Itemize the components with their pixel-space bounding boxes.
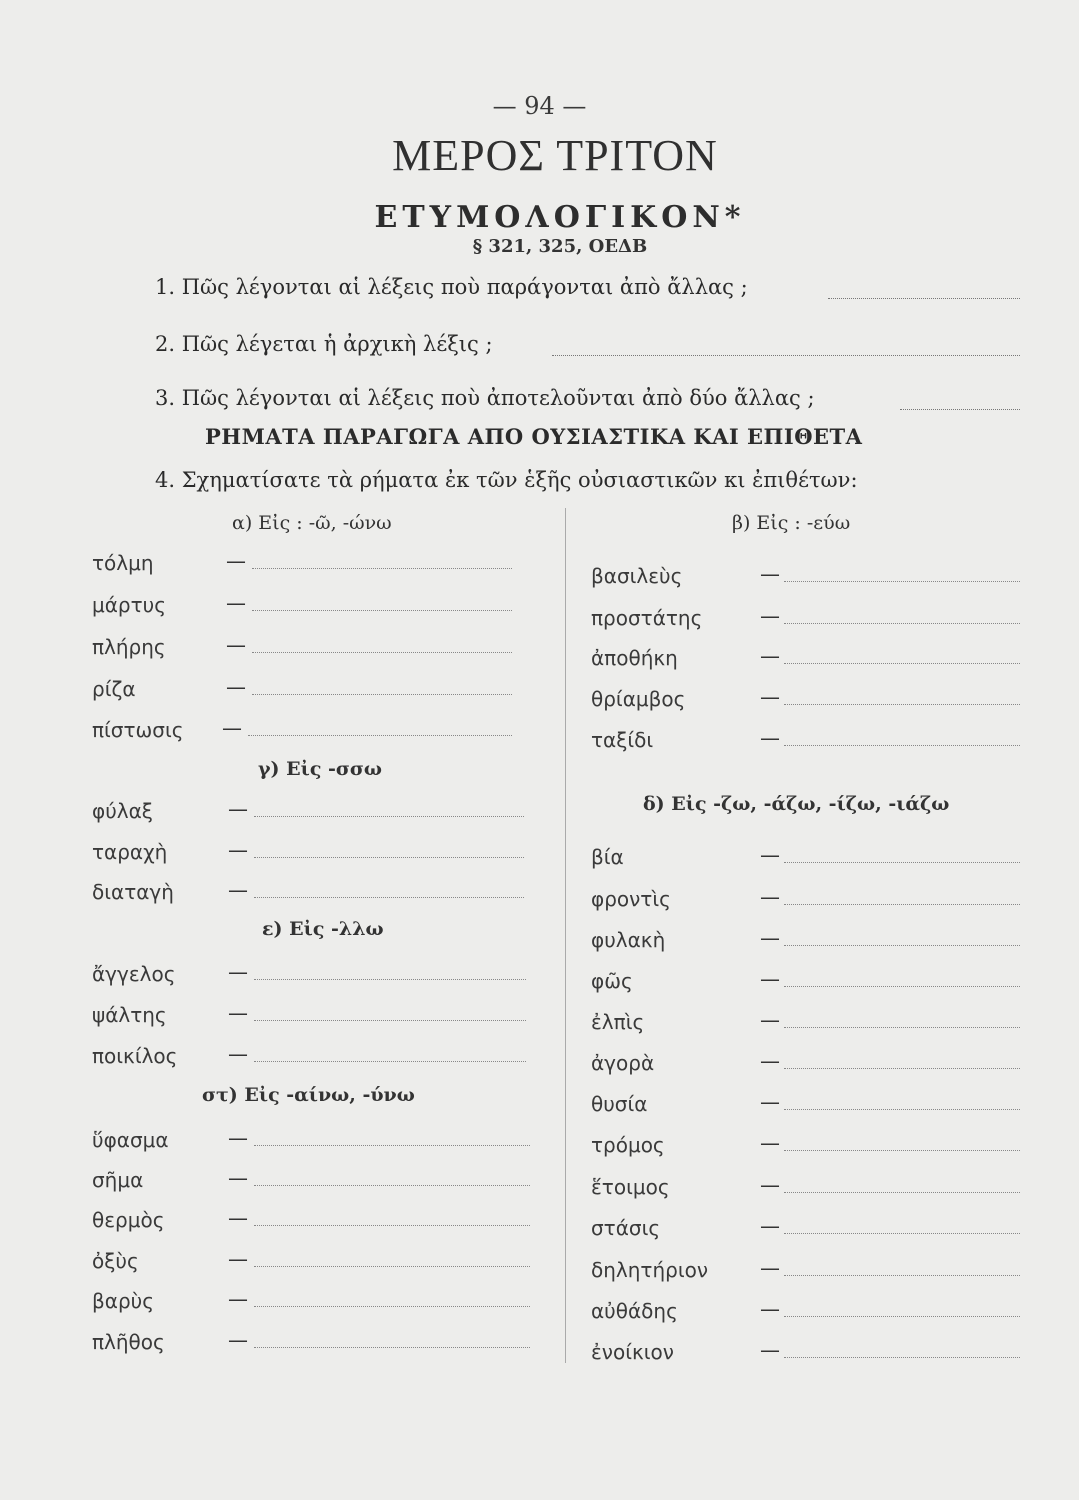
answer-line-b-1[interactable] — [784, 581, 1020, 582]
answer-line-1[interactable] — [828, 298, 1020, 299]
word-b-1: βασιλεὺς — [591, 564, 683, 588]
column-divider — [565, 508, 566, 1363]
word-d-3: φυλακὴ — [591, 928, 666, 952]
answer-line-3[interactable] — [900, 409, 1020, 410]
word-d-4: φῶς — [591, 969, 633, 993]
dash: — — [228, 1166, 248, 1190]
word-f-2: σῆμα — [92, 1168, 144, 1192]
answer-line-d-12[interactable] — [784, 1316, 1020, 1317]
dash: — — [760, 926, 780, 950]
word-b-2: προστάτης — [591, 606, 703, 630]
dash: — — [760, 644, 780, 668]
answer-line-d-4[interactable] — [784, 986, 1020, 987]
dash: — — [228, 838, 248, 862]
word-b-3: ἀποθήκη — [591, 646, 678, 670]
word-d-7: θυσία — [591, 1092, 648, 1116]
answer-line-b-2[interactable] — [784, 623, 1020, 624]
group-c-title: γ) Εἰς -σσω — [258, 758, 383, 780]
dash: — — [228, 1001, 248, 1025]
answer-line-d-5[interactable] — [784, 1027, 1020, 1028]
answer-line-d-1[interactable] — [784, 862, 1020, 863]
answer-line-d-9[interactable] — [784, 1192, 1020, 1193]
dash: — — [226, 591, 246, 615]
answer-line-e-1[interactable] — [254, 979, 526, 980]
instruction: 4. Σχηματίσατε τὰ ρήματα ἐκ τῶν ἑξῆς οὐσιαστικῶν κι ἐπιθέτων: — [155, 468, 858, 492]
dash: — — [760, 1173, 780, 1197]
word-c-2: ταραχὴ — [92, 840, 168, 864]
dash: — — [760, 1256, 780, 1280]
word-a-1: τόλμη — [92, 551, 154, 575]
answer-line-f-3[interactable] — [254, 1225, 530, 1226]
word-e-1: ἄγγελος — [92, 962, 176, 986]
word-d-12: αὐθάδης — [591, 1299, 678, 1323]
answer-line-a-2[interactable] — [252, 610, 512, 611]
word-a-5: πίστωσις — [92, 718, 184, 742]
answer-line-f-1[interactable] — [254, 1145, 530, 1146]
dash: — — [760, 1049, 780, 1073]
part-title: ΜΕΡΟΣ ΤΡΙΤΟΝ — [392, 131, 718, 180]
page-number: — 94 — — [492, 92, 587, 120]
dash: — — [760, 726, 780, 750]
word-c-1: φύλαξ — [92, 799, 153, 823]
word-d-8: τρόμος — [591, 1133, 665, 1157]
dash: — — [760, 1214, 780, 1238]
answer-line-d-3[interactable] — [784, 945, 1020, 946]
word-d-10: στάσις — [591, 1216, 661, 1240]
word-a-3: πλήρης — [92, 635, 166, 659]
dash: — — [228, 1042, 248, 1066]
word-f-5: βαρὺς — [92, 1289, 154, 1313]
answer-line-e-2[interactable] — [254, 1020, 526, 1021]
question-3: 3. Πῶς λέγονται αἱ λέξεις ποὺ ἀποτελοῦνται ἀπὸ δύο ἄλλας ; — [155, 386, 815, 410]
answer-line-d-2[interactable] — [784, 904, 1020, 905]
word-d-2: φροντὶς — [591, 887, 671, 911]
dash: — — [760, 1008, 780, 1032]
answer-line-a-3[interactable] — [252, 652, 512, 653]
dash: — — [760, 885, 780, 909]
word-f-3: θερμὸς — [92, 1208, 165, 1232]
word-b-4: θρίαμβος — [591, 687, 686, 711]
answer-line-a-4[interactable] — [252, 694, 512, 695]
word-d-9: ἕτοιμος — [591, 1175, 670, 1199]
answer-line-c-2[interactable] — [254, 857, 524, 858]
answer-line-2[interactable] — [552, 355, 1020, 356]
answer-line-f-6[interactable] — [254, 1347, 530, 1348]
dash: — — [228, 1206, 248, 1230]
dash: — — [226, 675, 246, 699]
dash: — — [760, 685, 780, 709]
word-d-13: ἐνοίκιον — [591, 1340, 674, 1364]
group-e-title: ε) Εἰς -λλω — [262, 918, 384, 940]
dash: — — [760, 843, 780, 867]
word-b-5: ταξίδι — [591, 728, 654, 752]
dash: — — [760, 1297, 780, 1321]
word-d-11: δηλητήριον — [591, 1258, 709, 1282]
question-1: 1. Πῶς λέγονται αἱ λέξεις ποὺ παράγονται ἀπὸ ἄλλας ; — [155, 275, 748, 299]
dash: — — [760, 562, 780, 586]
word-d-6: ἀγορὰ — [591, 1051, 655, 1075]
dash: — — [228, 1287, 248, 1311]
dash: — — [760, 604, 780, 628]
dash: — — [760, 1131, 780, 1155]
answer-line-c-1[interactable] — [254, 816, 524, 817]
answer-line-f-2[interactable] — [254, 1185, 530, 1186]
answer-line-a-1[interactable] — [252, 568, 512, 569]
word-f-1: ὕφασμα — [92, 1128, 169, 1152]
word-d-1: βία — [591, 845, 624, 869]
question-2: 2. Πῶς λέγεται ἡ ἀρχικὴ λέξις ; — [155, 332, 493, 356]
answer-line-d-8[interactable] — [784, 1150, 1020, 1151]
word-e-2: ψάλτης — [92, 1003, 167, 1027]
dash: — — [760, 1090, 780, 1114]
answer-line-d-6[interactable] — [784, 1068, 1020, 1069]
section-reference: § 321, 325, ΟΕΔΒ — [472, 236, 648, 257]
answer-line-d-10[interactable] — [784, 1233, 1020, 1234]
answer-line-f-4[interactable] — [254, 1266, 530, 1267]
dash: — — [226, 549, 246, 573]
dash: — — [228, 878, 248, 902]
word-a-2: μάρτυς — [92, 593, 166, 617]
answer-line-d-7[interactable] — [784, 1109, 1020, 1110]
group-d-title: δ) Εἰς -ζω, -άζω, -ίζω, -ιάζω — [643, 793, 950, 815]
section-heading: ΡΗΜΑΤΑ ΠΑΡΑΓΩΓΑ ΑΠΟ ΟΥΣΙΑΣΤΙΚΑ ΚΑΙ ΕΠΙΘΕΤΑ — [205, 424, 863, 449]
group-a-title: α) Εἰς : -ῶ, -ώνω — [232, 512, 392, 534]
word-f-6: πλῆθος — [92, 1330, 165, 1354]
answer-line-d-11[interactable] — [784, 1275, 1020, 1276]
answer-line-e-3[interactable] — [254, 1061, 526, 1062]
group-b-title: β) Εἰς : -εύω — [732, 512, 851, 534]
chapter-title: ΕΤΥΜΟΛΟΓΙΚΟΝ* — [374, 200, 746, 235]
answer-line-b-4[interactable] — [784, 704, 1020, 705]
answer-line-d-13[interactable] — [784, 1357, 1020, 1358]
dash: — — [760, 1338, 780, 1362]
dash: — — [228, 797, 248, 821]
dash: — — [228, 960, 248, 984]
answer-line-f-5[interactable] — [254, 1306, 530, 1307]
answer-line-b-3[interactable] — [784, 663, 1020, 664]
word-f-4: ὀξὺς — [92, 1249, 139, 1273]
group-f-title: στ) Εἰς -αίνω, -ύνω — [202, 1084, 415, 1106]
dash: — — [226, 633, 246, 657]
dash: — — [760, 967, 780, 991]
dash: — — [228, 1328, 248, 1352]
word-a-4: ρίζα — [92, 677, 136, 701]
dash: — — [222, 716, 242, 740]
dash: — — [228, 1247, 248, 1271]
word-e-3: ποικίλος — [92, 1044, 178, 1068]
word-d-5: ἐλπὶς — [591, 1010, 645, 1034]
word-c-3: διαταγὴ — [92, 880, 174, 904]
answer-line-c-3[interactable] — [254, 897, 524, 898]
answer-line-a-5[interactable] — [248, 735, 512, 736]
answer-line-b-5[interactable] — [784, 745, 1020, 746]
dash: — — [228, 1126, 248, 1150]
